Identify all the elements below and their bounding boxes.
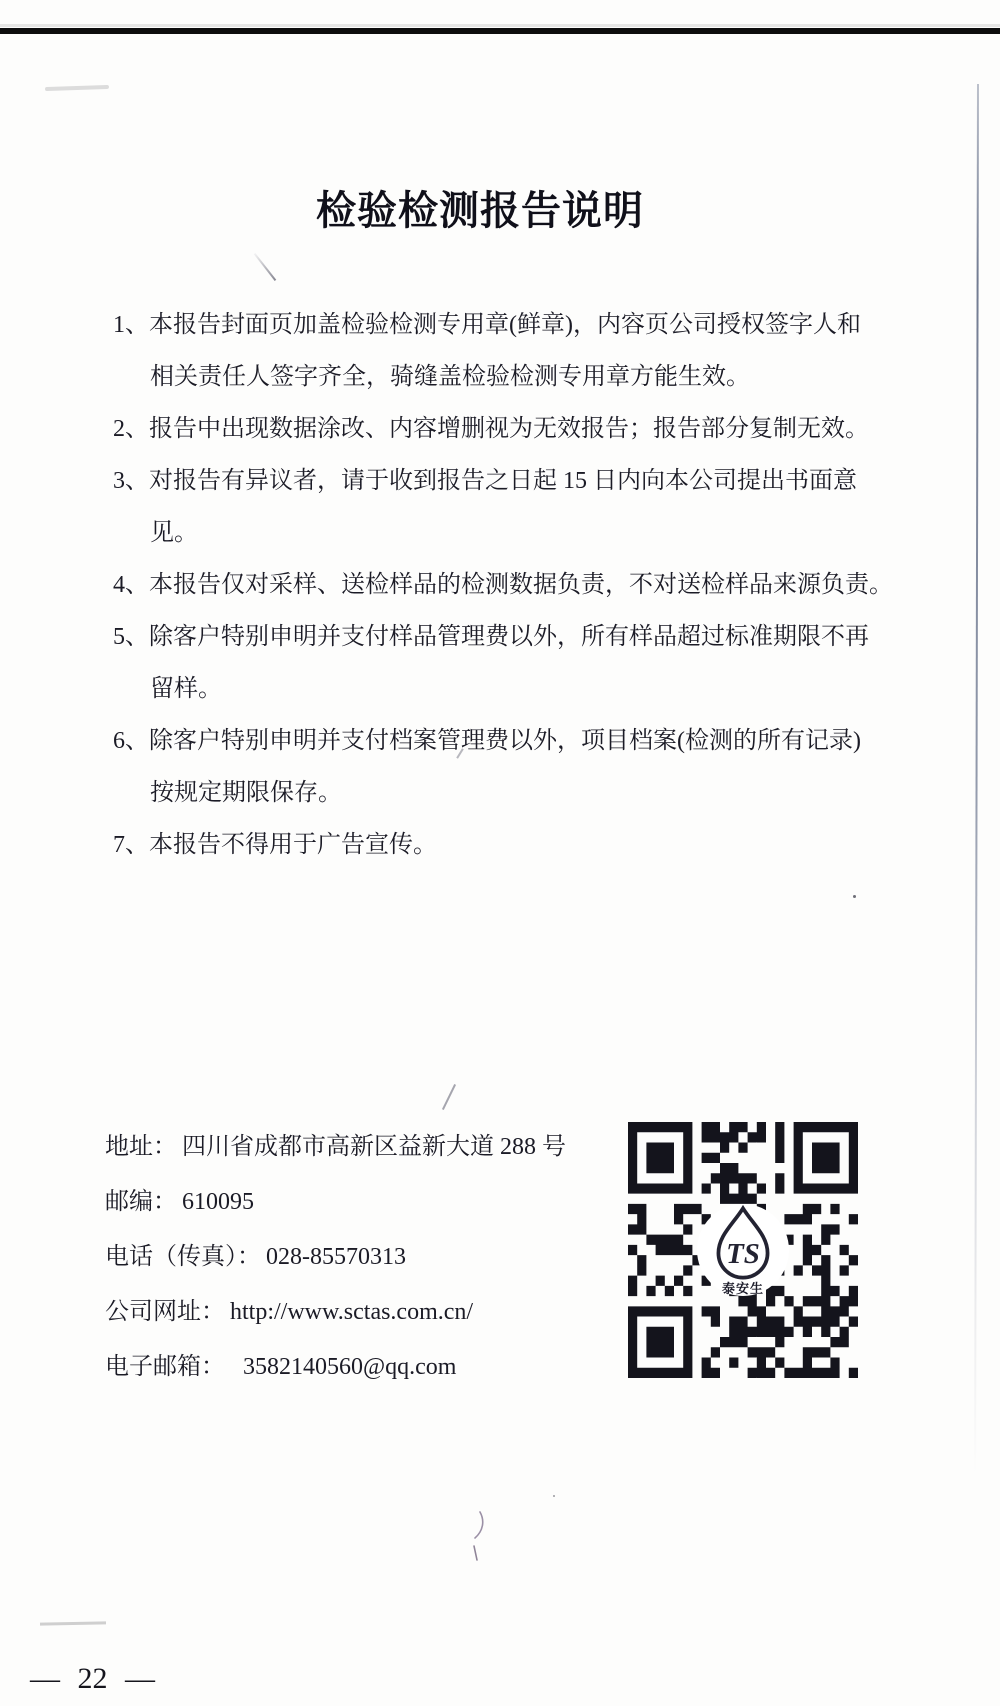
- contact-row-email: [105, 1340, 625, 1395]
- qr-center-logo: [697, 1204, 789, 1296]
- droplet-logo-icon: [628, 1204, 858, 1282]
- qr-code: [628, 1122, 858, 1378]
- note-number: 3、: [113, 468, 149, 494]
- pen-backslash-artifact: [254, 253, 277, 281]
- note-text: 本报告不得用于广告宣传。: [149, 832, 437, 858]
- note-text: 除客户特别申明并支付样品管理费以外，所有样品超过标准期限不再: [149, 624, 869, 650]
- address-value: 四川省成都市高新区益新大道 288 号: [182, 1134, 566, 1160]
- phone-fax-label: 电话（传真）：: [105, 1244, 261, 1270]
- contact-row-address: [105, 1120, 625, 1175]
- contact-row-website: [105, 1285, 625, 1340]
- scan-streak-artifact: [45, 85, 109, 91]
- speck-artifact: [553, 1495, 555, 1497]
- note-number: 2、: [113, 416, 149, 442]
- note-text-line: 留样。: [150, 676, 222, 702]
- website-label: 公司网址：: [105, 1299, 225, 1325]
- note-text-line: [113, 559, 903, 611]
- contact-row-phone-fax: [105, 1230, 625, 1285]
- note-item-6: [113, 715, 903, 819]
- footer-page-number: — 22 —: [30, 1662, 155, 1695]
- contact-row-postal-code: [105, 1175, 625, 1230]
- note-text: 本报告仅对采样、送检样品的检测数据负责，不对送检样品来源负责。: [149, 572, 893, 598]
- note-text-line: [113, 715, 903, 767]
- note-text-line: 见。: [150, 520, 198, 546]
- note-item-7: [113, 819, 903, 871]
- note-text: 除客户特别申明并支付档案管理费以外，项目档案(检测的所有记录): [149, 728, 861, 754]
- note-text-line: 按规定期限保存。: [150, 780, 342, 806]
- note-item-4: [113, 559, 903, 611]
- note-number: 6、: [113, 728, 149, 754]
- note-item-2: [113, 403, 903, 455]
- note-number: 5、: [113, 624, 149, 650]
- note-item-3: [113, 455, 903, 559]
- note-number: 4、: [113, 572, 149, 598]
- note-text-line: [113, 819, 903, 871]
- scan-bar-shadow: [0, 24, 1000, 27]
- speck-artifact: [853, 895, 856, 898]
- slash-artifact: [442, 1084, 456, 1110]
- note-text-line: [113, 299, 903, 351]
- website-value: http://www.sctas.com.cn/: [230, 1299, 474, 1325]
- scan-line-artifact: [40, 1621, 106, 1625]
- postal-code-label: 邮编：: [105, 1189, 177, 1215]
- squiggle-artifact: [468, 1510, 486, 1569]
- email-value: 3582140560@qq.com: [243, 1354, 457, 1380]
- page-title: 检验检测报告说明: [316, 189, 644, 233]
- postal-code-value: 610095: [182, 1189, 254, 1215]
- email-label: 电子邮箱：: [105, 1354, 225, 1380]
- note-number: 7、: [113, 832, 149, 858]
- note-text-line: [113, 611, 903, 663]
- note-text-line: [113, 403, 903, 455]
- note-number: 1、: [113, 312, 149, 338]
- note-text: 对报告有异议者，请于收到报告之日起 15 日内向本公司提出书面意: [149, 468, 857, 494]
- note-text-line: [113, 455, 903, 507]
- report-notes-list: [113, 299, 903, 871]
- scan-top-bar: [0, 28, 1000, 34]
- contact-block: [105, 1120, 625, 1395]
- address-label: 地址：: [105, 1134, 177, 1160]
- svg-text:TS: TS: [726, 1238, 760, 1271]
- note-item-1: [113, 299, 903, 403]
- qr-logo-text: 泰安生: [721, 1281, 764, 1296]
- page-edge-scan-line: [974, 84, 979, 1474]
- note-item-5: [113, 611, 903, 715]
- note-text: 本报告封面页加盖检验检测专用章(鲜章)，内容页公司授权签字人和: [149, 312, 861, 338]
- note-text-line: 相关责任人签字齐全，骑缝盖检验检测专用章方能生效。: [150, 364, 750, 390]
- note-text: 报告中出现数据涂改、内容增删视为无效报告；报告部分复制无效。: [149, 416, 869, 442]
- phone-fax-value: 028-85570313: [266, 1244, 406, 1270]
